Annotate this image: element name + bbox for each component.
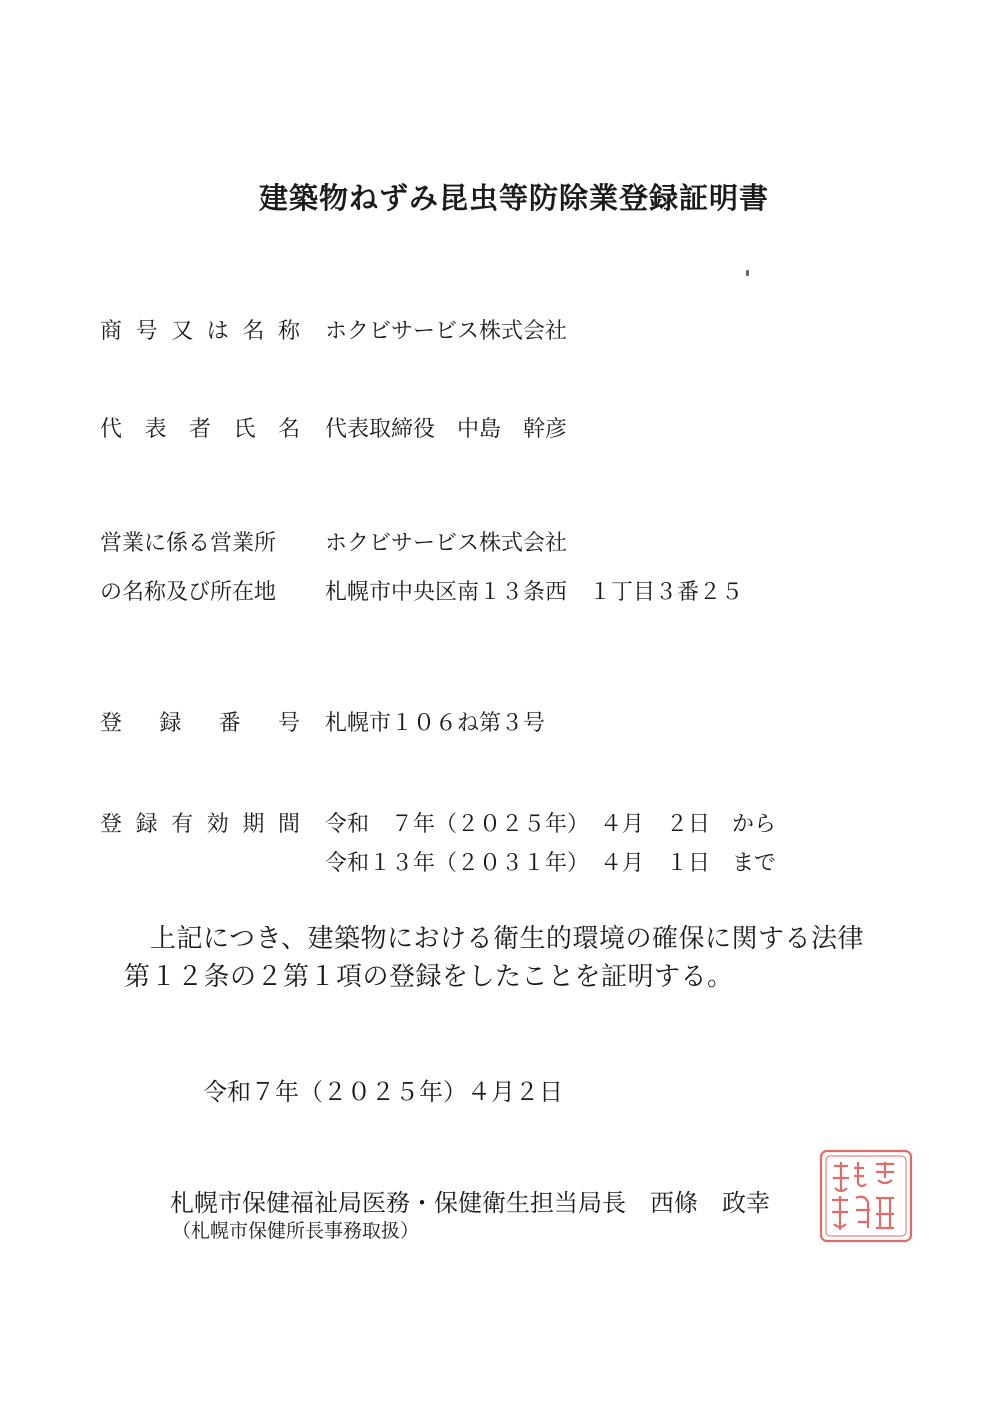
validity-label: 登録有効期間 [100, 812, 300, 837]
official-seal-icon [818, 1148, 914, 1244]
representative-label: 代表者氏名 [100, 417, 300, 442]
official-seal-graphic [818, 1148, 914, 1244]
issuer-note: （札幌市保健所長事務取扱） [172, 1220, 420, 1242]
validity-from: 令和 ７年（２０２５年） ４月 ２日 から [325, 812, 777, 837]
registration-label: 登録番号 [100, 711, 300, 736]
company-value: ホクビサービス株式会社 [325, 319, 568, 344]
document-title: 建築物ねずみ昆虫等防除業登録証明書 [258, 181, 769, 215]
statement-line1: 上記につき、建築物における衛生的環境の確保に関する法律 [150, 924, 864, 954]
issuer-title-name: 札幌市保健福祉局医務・保健衛生担当局長 西條 政幸 [170, 1189, 770, 1217]
office-label-line1: 営業に係る営業所 [100, 531, 277, 556]
office-address: 札幌市中央区南１３条西 １丁目３番２５ [325, 580, 744, 605]
company-label: 商号又は名称 [100, 319, 300, 344]
scan-speck [746, 270, 749, 276]
statement-line2: 第１２条の２第１項の登録をしたことを証明する。 [124, 962, 734, 992]
representative-value: 代表取締役 中島 幹彦 [325, 417, 568, 442]
registration-value: 札幌市１０６ね第３号 [325, 711, 546, 736]
issue-date: 令和７年（２０２５年）４月２日 [203, 1078, 563, 1106]
office-name: ホクビサービス株式会社 [325, 531, 568, 556]
validity-to: 令和１３年（２０３１年） ４月 １日 まで [325, 851, 777, 876]
office-label-line2: の名称及び所在地 [100, 580, 277, 605]
